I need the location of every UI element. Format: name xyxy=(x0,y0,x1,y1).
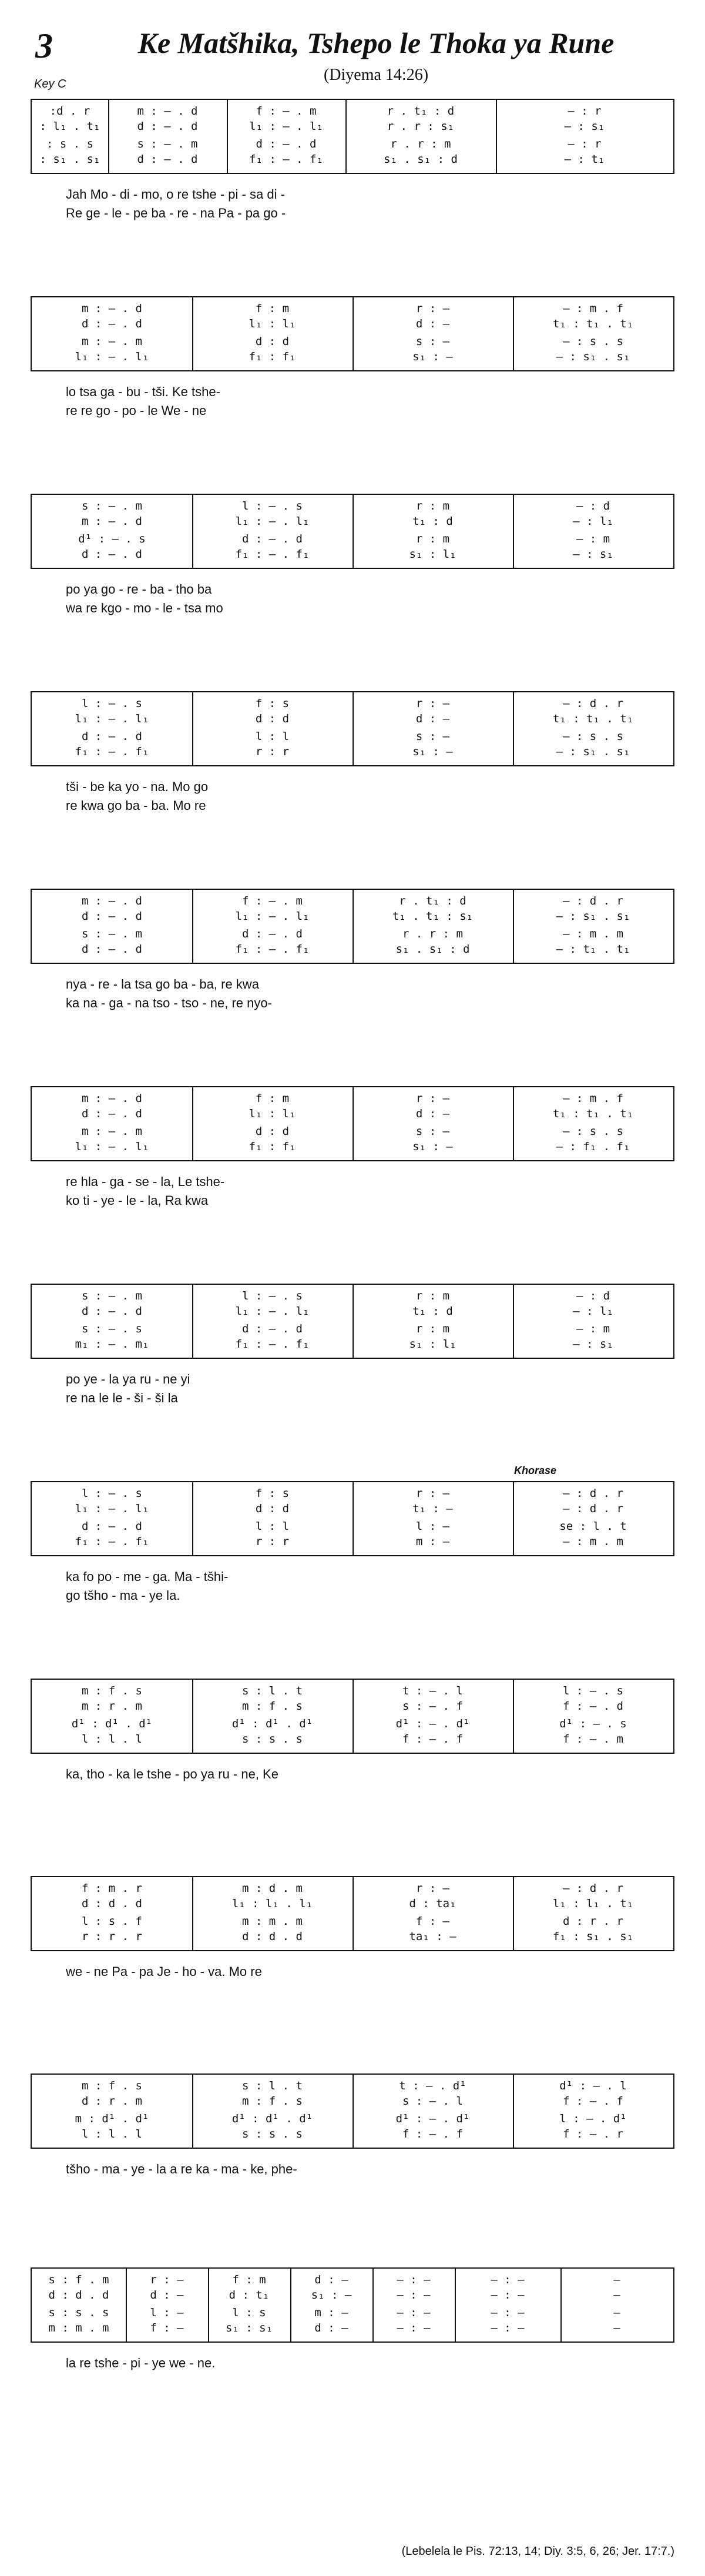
measure-cell: m : – . d xyxy=(137,105,198,118)
measure-cell: d : t₁ xyxy=(229,2289,270,2302)
staff-box xyxy=(31,889,674,964)
measure-cell: r : — xyxy=(415,1487,450,1500)
voice-row xyxy=(32,927,673,943)
measure-cell: — : m . f xyxy=(563,302,623,315)
measure-cell: — : m xyxy=(576,532,610,545)
measure-cell: l : – . s xyxy=(242,1289,303,1302)
measure-cell: f : s xyxy=(255,1487,290,1500)
measure-cell: d : d . d xyxy=(48,2289,109,2302)
measure-cell: l₁ : l₁ . l₁ xyxy=(231,1897,313,1910)
measure-cell: :d . r xyxy=(49,105,90,118)
lyrics-line: Re ge - le - pe ba - re - na Pa - pa go - xyxy=(66,206,286,220)
measure-cell: m : f . s xyxy=(82,2079,142,2092)
measure-cell: m : f . s xyxy=(242,2095,303,2108)
measure-cell: l₁ : l₁ xyxy=(249,1107,296,1120)
measure-cell: d : — xyxy=(314,2322,348,2334)
measure-cell: s : — xyxy=(415,335,450,348)
measure-cell: s : l . t xyxy=(242,1684,303,1697)
measure-cell: f₁ : f₁ xyxy=(249,350,296,363)
lyrics-line: po ye - la ya ru - ne yi xyxy=(66,1372,190,1386)
measure-cell: s₁ : — xyxy=(412,1140,453,1153)
measure-cell: f : – . f xyxy=(402,1733,463,1746)
measure-cell: d¹ : d¹ . d¹ xyxy=(71,1717,153,1730)
measure-cell: s : f . m xyxy=(48,2273,109,2286)
measure-cell: d¹ : – . s xyxy=(559,1717,627,1730)
measure-cell: s₁ : — xyxy=(412,350,453,363)
measure-cell: d : – . d xyxy=(82,1520,142,1533)
measure-cell: l : – . s xyxy=(82,1487,142,1500)
measure-cell: — : t₁ . t₁ xyxy=(556,943,630,956)
measure-cell: f₁ : f₁ xyxy=(249,1140,296,1153)
staff-box xyxy=(31,1481,674,1556)
measure-cell: m : – . d xyxy=(82,515,142,528)
measure-cell: l₁ : – . l₁ xyxy=(235,515,310,528)
voice-row xyxy=(32,1897,673,1912)
measure-cell: d : — xyxy=(314,2273,348,2286)
measure-cell: r : r xyxy=(255,1535,290,1548)
voice-row xyxy=(32,1684,673,1700)
measure-cell: — xyxy=(613,2289,620,2302)
hymn-number: 3 xyxy=(35,26,53,65)
measure-cell: d : – . d xyxy=(82,1305,142,1318)
measure-cell: — : r xyxy=(568,138,602,150)
measure-cell: m : – . m xyxy=(82,335,142,348)
lyrics-line: go tšho - ma - ye la. xyxy=(66,1588,180,1603)
voice-row xyxy=(32,500,673,515)
measure-cell: — : d . r xyxy=(563,1487,623,1500)
staff-box xyxy=(31,296,674,371)
voice-row xyxy=(32,1535,673,1550)
lyrics-line: la re tshe - pi - ye we - ne. xyxy=(66,2356,216,2370)
measure-cell: d : — xyxy=(415,317,450,330)
measure-cell: f₁ : – . f₁ xyxy=(75,745,149,758)
measure-cell: : s₁ . s₁ xyxy=(39,153,100,166)
measure-cell: f : — xyxy=(150,2322,184,2334)
voice-row xyxy=(32,532,673,548)
measure-cell: f₁ : – . f₁ xyxy=(75,1535,149,1548)
measure-cell: d : r . r xyxy=(563,1915,623,1928)
voice-row xyxy=(32,1092,673,1107)
voice-row xyxy=(32,1305,673,1320)
measure-cell: d : — xyxy=(150,2289,184,2302)
measure-cell: s₁ . s₁ : d xyxy=(395,943,470,956)
lyrics-line: po ya go - re - ba - tho ba xyxy=(66,582,212,597)
measure-cell: l : s . f xyxy=(82,1915,142,1928)
measure-cell: r : m xyxy=(415,532,450,545)
measure-cell: r : — xyxy=(150,2273,184,2286)
measure-cell: d : – . d xyxy=(82,548,142,561)
measure-cell: : l₁ . t₁ xyxy=(39,120,100,133)
measure-cell: t : – . d¹ xyxy=(399,2079,466,2092)
voice-row xyxy=(32,910,673,925)
measure-cell: m : f . s xyxy=(242,1700,303,1713)
lyrics-line: lo tsa ga - bu - tši. Ke tshe- xyxy=(66,384,220,399)
measure-cell: — : m . f xyxy=(563,1092,623,1105)
measure-cell: l₁ : l₁ . t₁ xyxy=(552,1897,634,1910)
measure-cell: d : – . d xyxy=(82,943,142,956)
voice-row xyxy=(32,105,673,120)
staff-box xyxy=(31,2267,674,2343)
voice-row xyxy=(32,712,673,728)
measure-cell: r : r xyxy=(255,745,290,758)
measure-cell: d : d xyxy=(255,335,290,348)
measure-cell: l : l . l xyxy=(82,1733,142,1746)
voice-row xyxy=(32,138,673,153)
voice-row xyxy=(32,1322,673,1338)
voice-row xyxy=(32,1520,673,1535)
measure-cell: s : — xyxy=(415,730,450,743)
measure-cell: — : s . s xyxy=(563,1125,623,1138)
measure-cell: r : m xyxy=(415,1289,450,1302)
voice-row xyxy=(32,1915,673,1930)
lyrics-line: Jah Mo - di - mo, o re tshe - pi - sa di - xyxy=(66,187,285,202)
measure-cell: d¹ : – . l xyxy=(559,2079,627,2092)
measure-cell: t₁ : d xyxy=(412,515,453,528)
lyrics-line: nya - re - la tsa go ba - ba, re kwa xyxy=(66,977,259,991)
voice-row xyxy=(32,1882,673,1897)
measure-cell: f₁ : – . f₁ xyxy=(235,943,310,956)
measure-cell: f : m xyxy=(232,2273,266,2286)
measure-cell: s₁ : — xyxy=(412,745,453,758)
measure-cell: l₁ : l₁ xyxy=(249,317,296,330)
voice-row xyxy=(32,548,673,563)
measure-cell: s₁ . s₁ : d xyxy=(384,153,458,166)
measure-cell: m : f . s xyxy=(82,1684,142,1697)
measure-cell: — : m . m xyxy=(563,927,623,940)
measure-cell: s : – . m xyxy=(82,927,142,940)
measure-cell: s₁ : l₁ xyxy=(409,1338,456,1351)
voice-row xyxy=(32,302,673,317)
measure-cell: m : – . d xyxy=(82,302,142,315)
voice-row xyxy=(32,2095,673,2110)
measure-cell: — : m xyxy=(576,1322,610,1335)
measure-cell: r . r : m xyxy=(390,138,451,150)
measure-cell: d¹ : d¹ . d¹ xyxy=(231,1717,313,1730)
measure-cell: l₁ : – . l₁ xyxy=(75,350,149,363)
measure-cell: d : r . m xyxy=(82,2095,142,2108)
measure-cell: l₁ : – . l₁ xyxy=(75,1140,149,1153)
measure-cell: — : — xyxy=(397,2289,431,2302)
voice-row xyxy=(32,1502,673,1518)
lyrics-line: wa re kgo - mo - le - tsa mo xyxy=(66,601,223,615)
measure-cell: d : ta₁ xyxy=(409,1897,456,1910)
voice-row xyxy=(32,153,673,168)
measure-cell: t : – . l xyxy=(402,1684,463,1697)
measure-cell: f : – . f xyxy=(402,2128,463,2140)
measure-cell: l : s xyxy=(232,2306,266,2319)
measure-cell: l : l xyxy=(255,1520,290,1533)
lyrics-line: tšho - ma - ye - la a re ka - ma - ke, phe- xyxy=(66,2162,297,2176)
staff-box xyxy=(31,1284,674,1359)
measure-cell: — : s . s xyxy=(563,335,623,348)
measure-cell: — : — xyxy=(397,2322,431,2334)
measure-cell: d : – . d xyxy=(82,910,142,923)
measure-cell: m : — xyxy=(314,2306,348,2319)
measure-cell: s : s . s xyxy=(242,2128,303,2140)
measure-cell: s₁ : — xyxy=(311,2289,352,2302)
measure-cell: m : m . m xyxy=(48,2322,109,2334)
measure-cell: — : — xyxy=(491,2289,525,2302)
measure-cell: f : – . m xyxy=(242,895,303,907)
voice-row xyxy=(32,335,673,350)
measure-cell: — : d xyxy=(576,500,610,512)
voice-row xyxy=(32,515,673,530)
measure-cell: r : r . r xyxy=(82,1930,142,1943)
measure-cell: s : l . t xyxy=(242,2079,303,2092)
staff-box xyxy=(31,494,674,569)
measure-cell: — : d . r xyxy=(563,1882,623,1895)
measure-cell: r : — xyxy=(415,1092,450,1105)
measure-cell: m : d . m xyxy=(242,1882,303,1895)
measure-cell: — : f₁ . f₁ xyxy=(556,1140,630,1153)
measure-cell: t₁ : d xyxy=(412,1305,453,1318)
voice-row xyxy=(32,745,673,761)
measure-cell: d¹ : – . s xyxy=(78,532,146,545)
staff-box xyxy=(31,1679,674,1754)
measure-cell: se : l . t xyxy=(559,1520,627,1533)
measure-cell: d : d xyxy=(255,1125,290,1138)
measure-cell: — : t₁ xyxy=(564,153,605,166)
measure-cell: d : – . d xyxy=(82,317,142,330)
measure-cell: d : — xyxy=(415,712,450,725)
measure-cell: l₁ : – . l₁ xyxy=(75,712,149,725)
measure-cell: l : – . s xyxy=(563,1684,623,1697)
measure-cell: d : – . d xyxy=(242,1322,303,1335)
measure-cell: t₁ . t₁ : s₁ xyxy=(392,910,474,923)
measure-cell: d : – . d xyxy=(137,153,198,166)
voice-row xyxy=(32,2079,673,2095)
measure-cell: l : l . l xyxy=(82,2128,142,2140)
measure-cell: d : d xyxy=(255,1502,290,1515)
measure-cell: d : – . d xyxy=(137,120,198,133)
measure-cell: d : d xyxy=(255,712,290,725)
lyrics-line: re hla - ga - se - la, Le tshe- xyxy=(66,1174,225,1189)
measure-cell: d : – . d xyxy=(242,532,303,545)
measure-cell: — : s . s xyxy=(563,730,623,743)
measure-cell: s : – . s xyxy=(82,1322,142,1335)
measure-cell: f₁ : s₁ . s₁ xyxy=(552,1930,634,1943)
measure-cell: f₁ : – . f₁ xyxy=(235,1338,310,1351)
measure-cell: d : d . d xyxy=(242,1930,303,1943)
voice-row xyxy=(32,2289,673,2304)
measure-cell: s : – . f xyxy=(402,1700,463,1713)
lyrics-line: re re go - po - le We - ne xyxy=(66,403,207,418)
staff-box xyxy=(31,1876,674,1951)
measure-cell: r . r : m xyxy=(402,927,463,940)
measure-cell: r : — xyxy=(415,1882,450,1895)
lyrics-line: re kwa go ba - ba. Mo re xyxy=(66,798,206,813)
measure-cell: s : s . s xyxy=(242,1733,303,1746)
measure-cell: l : l xyxy=(255,730,290,743)
measure-cell: m : — xyxy=(415,1535,450,1548)
measure-cell: — : d . r xyxy=(563,697,623,710)
measure-cell: — : s₁ xyxy=(573,548,613,561)
staff-box xyxy=(31,99,674,174)
voice-row xyxy=(32,2128,673,2143)
lyrics-line: ko ti - ye - le - la, Ra kwa xyxy=(66,1193,209,1208)
measure-cell: — : s₁ xyxy=(573,1338,613,1351)
measure-cell: l₁ : – . l₁ xyxy=(75,1502,149,1515)
voice-row xyxy=(32,943,673,958)
voice-row xyxy=(32,1487,673,1502)
measure-cell: — : d xyxy=(576,1289,610,1302)
voice-row xyxy=(32,2273,673,2289)
measure-cell: l : – . s xyxy=(242,500,303,512)
voice-row xyxy=(32,895,673,910)
measure-cell: f : m xyxy=(255,302,290,315)
measure-cell: t₁ : — xyxy=(412,1502,453,1515)
measure-cell: l₁ : – . l₁ xyxy=(249,120,323,133)
measure-cell: l : – . d¹ xyxy=(559,2112,627,2125)
measure-cell: f : — xyxy=(415,1915,450,1928)
staff-box xyxy=(31,1086,674,1161)
measure-cell: d : – . d xyxy=(256,138,317,150)
voice-row xyxy=(32,2322,673,2337)
measure-cell: r : m xyxy=(415,500,450,512)
voice-row xyxy=(32,350,673,366)
measure-cell: — xyxy=(613,2273,620,2286)
measure-cell: s : – . m xyxy=(137,138,198,150)
measure-cell: — : m . m xyxy=(563,1535,623,1548)
voice-row xyxy=(32,2112,673,2128)
measure-cell: ta₁ : — xyxy=(409,1930,456,1943)
measure-cell: m : – . d xyxy=(82,895,142,907)
measure-cell: f : m xyxy=(255,1092,290,1105)
measure-cell: s₁ : l₁ xyxy=(409,548,456,561)
voice-row xyxy=(32,697,673,712)
measure-cell: l₁ : – . l₁ xyxy=(235,1305,310,1318)
measure-cell: r : — xyxy=(415,697,450,710)
measure-cell: — : s₁ . s₁ xyxy=(556,350,630,363)
measure-cell: m : – . d xyxy=(82,1092,142,1105)
lyrics-line: re na le le - ši - ši la xyxy=(66,1391,178,1405)
voice-row xyxy=(32,1125,673,1140)
voice-row xyxy=(32,730,673,745)
measure-cell: s : s . s xyxy=(48,2306,109,2319)
voice-row xyxy=(32,1289,673,1305)
measure-cell: — : l₁ xyxy=(573,515,613,528)
lyrics-line: tši - be ka yo - na. Mo go xyxy=(66,779,209,794)
voice-row xyxy=(32,1107,673,1123)
measure-cell: l₁ : – . l₁ xyxy=(235,910,310,923)
measure-cell: — : l₁ xyxy=(573,1305,613,1318)
measure-cell: — : r xyxy=(568,105,602,118)
staff-box xyxy=(31,691,674,766)
measure-cell: — : — xyxy=(397,2306,431,2319)
voice-row xyxy=(32,1338,673,1353)
measure-cell: — : s₁ . s₁ xyxy=(556,910,630,923)
voice-row xyxy=(32,1140,673,1155)
measure-cell: d¹ : – . d¹ xyxy=(395,2112,470,2125)
measure-cell: — : s₁ . s₁ xyxy=(556,745,630,758)
measure-cell: — : — xyxy=(491,2273,525,2286)
section-label: Khorase xyxy=(514,1465,557,1476)
measure-cell: — : — xyxy=(397,2273,431,2286)
lyrics-line: we - ne Pa - pa Je - ho - va. Mo re xyxy=(66,1964,262,1979)
measure-cell: l : — xyxy=(415,1520,450,1533)
measure-cell: f : – . d xyxy=(563,1700,623,1713)
measure-cell: d : — xyxy=(415,1107,450,1120)
lyrics-line: ka, tho - ka le tshe - po ya ru - ne, Ke xyxy=(66,1767,278,1781)
measure-cell: f : – . m xyxy=(256,105,317,118)
measure-cell: m₁ : – . m₁ xyxy=(75,1338,149,1351)
measure-cell: s : – . m xyxy=(82,500,142,512)
measure-cell: r : m xyxy=(415,1322,450,1335)
measure-cell: — : d . r xyxy=(563,1502,623,1515)
measure-cell: r : — xyxy=(415,302,450,315)
measure-cell: d : – . d xyxy=(82,730,142,743)
measure-cell: m : – . m xyxy=(82,1125,142,1138)
voice-row xyxy=(32,317,673,333)
measure-cell: d : – . d xyxy=(82,1107,142,1120)
measure-cell: f : – . f xyxy=(563,2095,623,2108)
measure-cell: l : — xyxy=(150,2306,184,2319)
voice-row xyxy=(32,1930,673,1945)
measure-cell: r . t₁ : d xyxy=(399,895,466,907)
measure-cell: m : r . m xyxy=(82,1700,142,1713)
voice-row xyxy=(32,2306,673,2322)
voice-row xyxy=(32,120,673,135)
measure-cell: — : — xyxy=(491,2306,525,2319)
footer-references: (Lebelela le Pis. 72:13, 14; Diy. 3:5, 6, 26; Jer. 17:7.) xyxy=(401,2545,674,2558)
measure-cell: f : – . r xyxy=(563,2128,623,2140)
measure-cell: d : – . d xyxy=(242,927,303,940)
measure-cell: — : d . r xyxy=(563,895,623,907)
measure-cell: m : m . m xyxy=(242,1915,303,1928)
measure-cell: s : – . m xyxy=(82,1289,142,1302)
measure-cell: t₁ : t₁ . t₁ xyxy=(552,317,634,330)
hymn-title: Ke Matšhika, Tshepo le Thoka ya Rune xyxy=(137,26,615,59)
measure-cell: — : s₁ xyxy=(564,120,605,133)
measure-cell: r . r : s₁ xyxy=(387,120,455,133)
measure-cell: t₁ : t₁ . t₁ xyxy=(552,712,634,725)
measure-cell: s : – . l xyxy=(402,2095,463,2108)
measure-cell: f : – . m xyxy=(563,1733,623,1746)
measure-cell: : s . s xyxy=(46,138,94,150)
lyrics-line: ka na - ga - na tso - tso - ne, re nyo- xyxy=(66,996,272,1010)
voice-row xyxy=(32,1717,673,1733)
staff-box xyxy=(31,2073,674,2149)
voice-row xyxy=(32,1733,673,1748)
measure-cell: — : — xyxy=(491,2322,525,2334)
measure-cell: m : d¹ . d¹ xyxy=(75,2112,149,2125)
measure-cell: t₁ : t₁ . t₁ xyxy=(552,1107,634,1120)
voice-row xyxy=(32,1700,673,1715)
measure-cell: r . t₁ : d xyxy=(387,105,455,118)
scripture-reference: (Diyema 14:26) xyxy=(323,66,429,84)
key-signature: Key C xyxy=(34,78,66,91)
measure-cell: f₁ : – . f₁ xyxy=(235,548,310,561)
measure-cell: l : – . s xyxy=(82,697,142,710)
measure-cell: f₁ : – . f₁ xyxy=(249,153,323,166)
measure-cell: s : — xyxy=(415,1125,450,1138)
measure-cell: — xyxy=(613,2322,620,2334)
measure-cell: f : s xyxy=(255,697,290,710)
measure-cell: d¹ : – . d¹ xyxy=(395,1717,470,1730)
measure-cell: — xyxy=(613,2306,620,2319)
lyrics-line: ka fo po - me - ga. Ma - tšhi- xyxy=(66,1569,229,1584)
measure-cell: d : d . d xyxy=(82,1897,142,1910)
measure-cell: f : m . r xyxy=(82,1882,142,1895)
measure-cell: s₁ : s₁ xyxy=(225,2322,273,2334)
measure-cell: d¹ : d¹ . d¹ xyxy=(231,2112,313,2125)
